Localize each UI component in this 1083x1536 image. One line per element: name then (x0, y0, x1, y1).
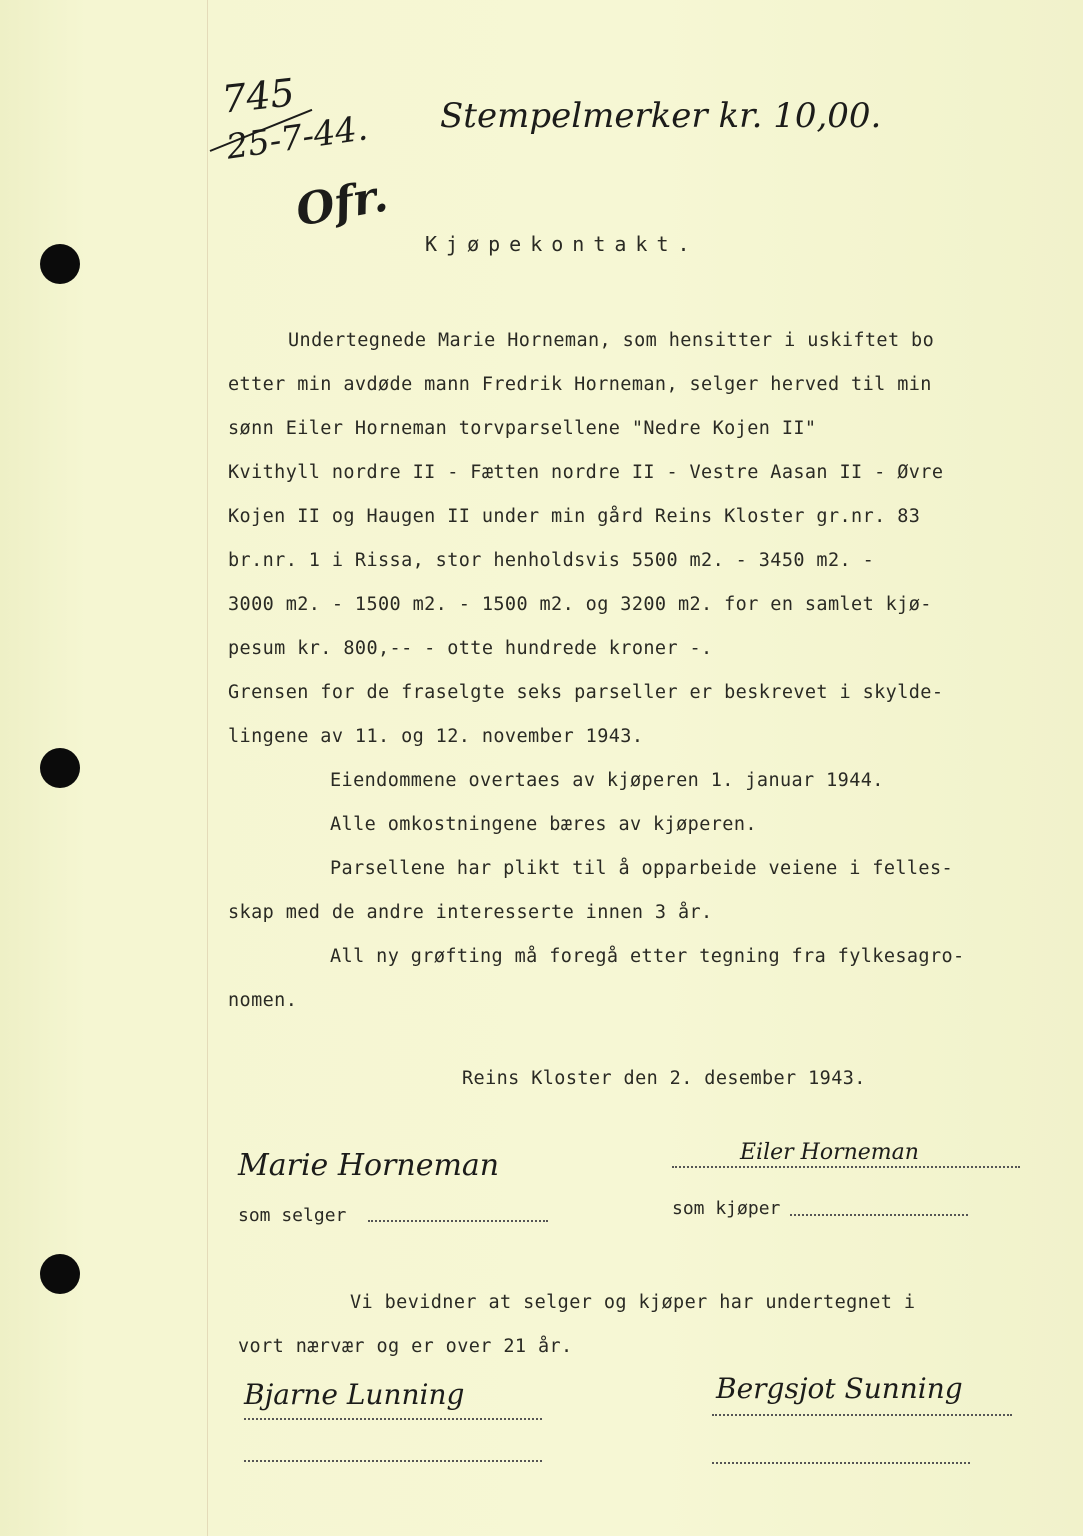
handwritten-number: 745 (219, 70, 297, 122)
text-line: All ny grøfting må foregå etter tegning fra fylkesagro- (330, 946, 965, 967)
text-line: pesum kr. 800,-- - otte hundrede kroner -. (228, 638, 713, 659)
punch-hole (40, 748, 80, 788)
text-line: skap med de andre interesserte innen 3 år. (228, 902, 713, 923)
text-line: br.nr. 1 i Rissa, stor henholdsvis 5500 m2. - 3450 m2. - (228, 550, 875, 571)
buyer-signature: Eiler Horneman (740, 1140, 919, 1165)
text-line: Kvithyll nordre II - Fætten nordre II - Vestre Aasan II - Øvre (228, 462, 944, 483)
margin-line (207, 0, 208, 1536)
text-line: lingene av 11. og 12. november 1943. (228, 726, 644, 747)
document-title: Kjøpekontakt. (425, 232, 699, 256)
handwritten-date: 25-7-44. (223, 108, 371, 168)
witness-text-1: Vi bevidner at selger og kjøper har undertegnet i (350, 1292, 916, 1313)
buyer-label: som kjøper (672, 1198, 781, 1219)
witness-line-1 (244, 1418, 542, 1420)
seller-label: som selger (238, 1205, 347, 1226)
witness-line-2 (244, 1460, 542, 1462)
handwritten-initials: Ofr. (292, 170, 392, 237)
witness-line-3 (712, 1414, 1012, 1416)
text-line: etter min avdøde mann Fredrik Horneman, selger herved til min (228, 374, 932, 395)
buyer-signature-line (790, 1214, 968, 1216)
witness-signature-2: Bergsjot Sunning (716, 1372, 963, 1405)
text-line: Parsellene har plikt til å opparbeide veiene i felles- (330, 858, 954, 879)
seller-signature-line (368, 1220, 548, 1222)
witness-line-4 (712, 1462, 970, 1464)
text-line: Eiendommene overtaes av kjøperen 1. januar 1944. (330, 770, 884, 791)
text-line: Alle omkostningene bæres av kjøperen. (330, 814, 757, 835)
witness-text-2: vort nærvær og er over 21 år. (238, 1336, 573, 1357)
stamp-duty-note: Stempelmerker kr. 10,00. (440, 96, 882, 136)
punch-hole (40, 244, 80, 284)
text-line: 3000 m2. - 1500 m2. - 1500 m2. og 3200 m2. for en samlet kjø- (228, 594, 932, 615)
seller-signature: Marie Horneman (238, 1148, 500, 1183)
punch-hole (40, 1254, 80, 1294)
text-line: sønn Eiler Horneman torvparsellene "Nedre Kojen II" (228, 418, 817, 439)
text-line: nomen. (228, 990, 298, 1011)
text-line: Kojen II og Haugen II under min gård Reins Kloster gr.nr. 83 (228, 506, 921, 527)
text-line: Grensen for de fraselgte seks parseller er beskrevet i skylde- (228, 682, 944, 703)
witness-signature-1: Bjarne Lunning (244, 1378, 465, 1411)
place-date: Reins Kloster den 2. desember 1943. (462, 1068, 866, 1089)
text-line: Undertegnede Marie Horneman, som hensitter i uskiftet bo (288, 330, 935, 351)
buyer-signature-line-top (672, 1166, 1020, 1168)
